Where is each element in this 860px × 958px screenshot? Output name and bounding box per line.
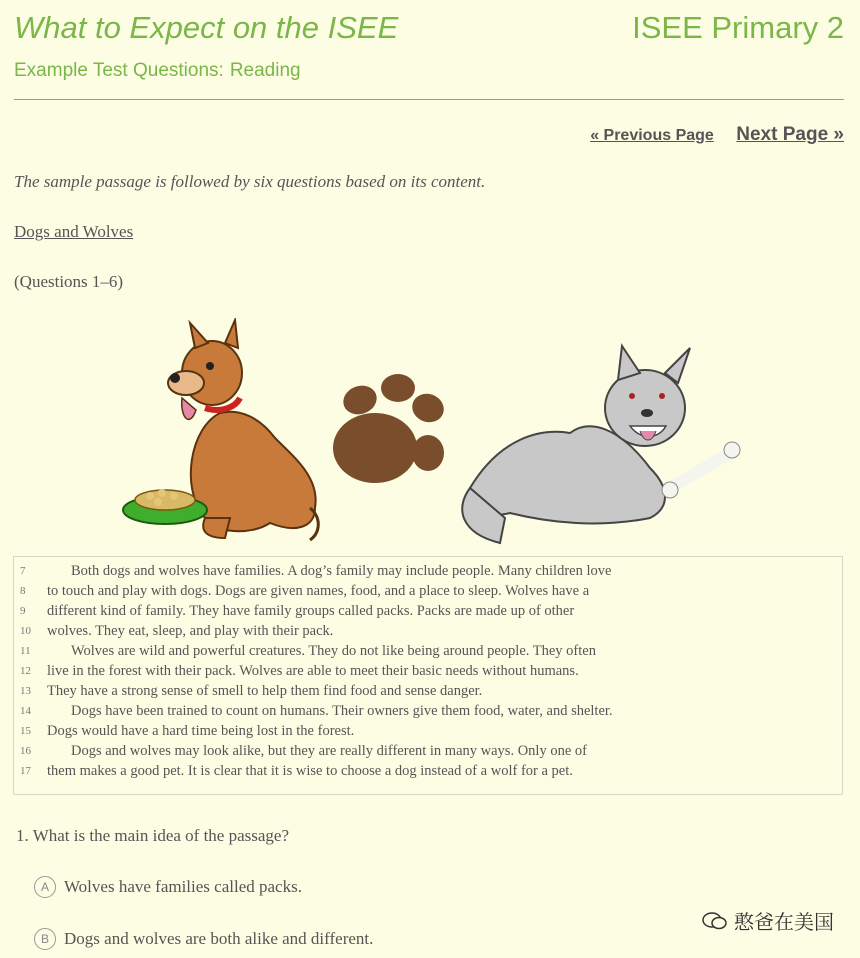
page-subtitle <box>14 60 301 82</box>
dog-illustration <box>123 320 318 540</box>
passage-title: Dogs and Wolves <box>14 222 134 241</box>
intro-text: The sample passage is followed by six questions based on its content. <box>14 172 486 191</box>
subtitle-right: Reading <box>229 60 301 81</box>
option-text: Dogs and wolves are both alike and different. <box>64 929 374 949</box>
paw-print <box>333 374 448 483</box>
watermark-text: 憨爸在美国 <box>734 910 834 934</box>
header-divider <box>14 99 844 100</box>
subtitle-left: Example Test Questions: <box>14 60 224 81</box>
answer-option-b[interactable] <box>34 928 373 950</box>
passage-box[interactable]: 7 Both dogs and wolves have families. A dog’s family may include people. Many children love 8 to touch and play with dogs. Dogs are given names, food, and a place to sleep. Wolves have a 9 different kind of family. They have family groups called packs. Packs are made up of other 10 wolves. They eat, sleep, and play with their pack. 11 Wolves are wild and powerful creatures. They do not like being around people. They often 12 live in the forest with their pack. Wolves are able to meet their basic needs without humans. 13 They have a strong sense of smell to help them find food and sense danger. 14 Dogs have been trained to count on humans. Their owners give them food, water, and shelter. 15 Dogs would have a hard time being lost in the forest. 16 Dogs and wolves may look alike, but they are really different in many ways. Only one of 17 them makes a good pet. It is clear that it is wise to choose a dog instead of a wolf for a pet. <box>13 556 843 795</box>
option-letter: A <box>34 876 56 898</box>
page-title: What to Expect on the ISEE <box>14 10 399 45</box>
wechat-icon <box>702 911 728 931</box>
page-nav <box>590 124 844 146</box>
test-level: ISEE Primary 2 <box>632 10 844 45</box>
question-range: (Questions 1–6) <box>14 272 124 291</box>
next-page-link[interactable]: Next Page » <box>736 124 844 145</box>
question-text: 1. What is the main idea of the passage? <box>16 826 290 845</box>
watermark <box>702 906 834 935</box>
option-text: Wolves have families called packs. <box>64 877 302 897</box>
previous-page-link[interactable]: « Previous Page <box>590 127 714 144</box>
dog-paw-wolf-illustration <box>110 318 750 558</box>
answer-option-a[interactable] <box>34 876 302 898</box>
wolf-illustration <box>462 346 740 543</box>
option-letter: B <box>34 928 56 950</box>
